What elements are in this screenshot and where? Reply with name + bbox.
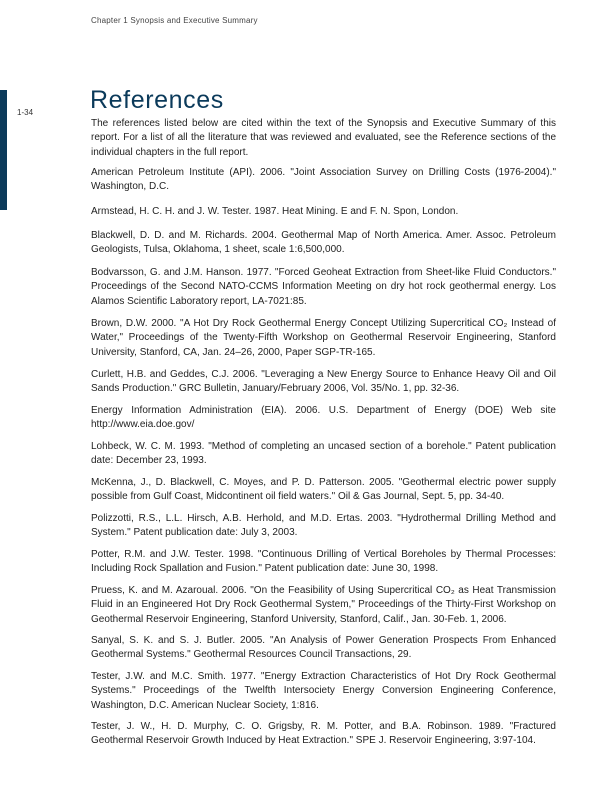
section-intro: The references listed below are cited within the text of the Synopsis and Executive Summary of this report. For a list of all the literature that was reviewed and evaluated, see the Reference sections of the individual chapters in the full report. — [91, 118, 556, 158]
reference-entry: Blackwell, D. D. and M. Richards. 2004. Geothermal Map of North America. Amer. Assoc. Petroleum Geologists, Tulsa, Oklahoma, 1 sheet, scale 1:6,500,000. — [91, 230, 556, 256]
reference-entry: McKenna, J., D. Blackwell, C. Moyes, and P. D. Patterson. 2005. "Geothermal electric power supply possible from Gulf Coast, Midcontinent oil field waters." Oil & Gas Journal, Sept. 5, pp. 34-40. — [91, 477, 556, 503]
reference-entry: Tester, J. W., H. D. Murphy, C. O. Grigsby, R. M. Potter, and B.A. Robinson. 1989. "Fractured Geothermal Reservoir Growth Induced by Heat Extraction." SPE J. Reservoir Engineering, 3:97-104. — [91, 721, 556, 747]
reference-entry: American Petroleum Institute (API). 2006. "Joint Association Survey on Drilling Costs (1976-2004)." Washington, D.C. — [91, 167, 556, 193]
chapter-marker-bar — [0, 90, 7, 210]
reference-entry: Polizzotti, R.S., L.L. Hirsch, A.B. Herhold, and M.D. Ertas. 2003. "Hydrothermal Drilling Method and System." Patent publication date: July 3, 2003. — [91, 513, 556, 539]
reference-entry: Bodvarsson, G. and J.M. Hanson. 1977. "Forced Geoheat Extraction from Sheet-like Fluid Conductors." Proceedings of the Second NATO-CCMS Information Meeting on dry hot rock geothermal energy. Los Alamos Scientific Laboratory report, LA-7021:85. — [91, 267, 556, 307]
reference-entry: Potter, R.M. and J.W. Tester. 1998. "Continuous Drilling of Vertical Boreholes by Thermal Processes: Including Rock Spallation and Fusion." Patent publication date: June 30, 1998. — [91, 549, 556, 575]
reference-entry: Brown, D.W. 2000. "A Hot Dry Rock Geothermal Energy Concept Utilizing Supercritical CO₂ Instead of Water," Proceedings of the Twenty-Fifth Workshop on Geothermal Reservoir Engineering, Stanford University, Stanford, CA, Jan. 24–26, 2000, Paper SGP-TR-165. — [91, 318, 556, 358]
reference-entry: Curlett, H.B. and Geddes, C.J. 2006. "Leveraging a New Energy Source to Enhance Heavy Oil and Oil Sands Production." GRC Bulletin, January/February 2006, Vol. 35/No. 1, pp. 32-36. — [91, 369, 556, 395]
section-title: References — [90, 86, 224, 114]
running-header: Chapter 1 Synopsis and Executive Summary — [91, 16, 258, 25]
reference-entry: Armstead, H. C. H. and J. W. Tester. 1987. Heat Mining. E and F. N. Spon, London. — [91, 206, 459, 217]
page-number: 1-34 — [17, 108, 34, 117]
reference-entry: Lohbeck, W. C. M. 1993. "Method of completing an uncased section of a borehole." Patent publication date: December 23, 1993. — [91, 441, 556, 467]
reference-entry: Sanyal, S. K. and S. J. Butler. 2005. "An Analysis of Power Generation Prospects From Enhanced Geothermal Systems." Geothermal Resources Council Transactions, 29. — [91, 635, 556, 661]
reference-entry: Energy Information Administration (EIA). 2006. U.S. Department of Energy (DOE) Web site http://www.eia.doe.gov/ — [91, 405, 556, 431]
reference-entry: Pruess, K. and M. Azaroual. 2006. "On the Feasibility of Using Supercritical CO₂ as Heat Transmission Fluid in an Engineered Hot Dry Rock Geothermal System," Proceedings of the Thirty-First Workshop on Geothermal Reservoir Engineering, Stanford University, Stanford, Calif., Jan. 30-Feb. 1, 2006. — [91, 585, 556, 625]
reference-entry: Tester, J.W. and M.C. Smith. 1977. "Energy Extraction Characteristics of Hot Dry Rock Geothermal Systems." Proceedings of the Twelfth Intersociety Energy Conversion Engineering Conference, Washington, D.C. American Nuclear Society, 1:816. — [91, 671, 556, 711]
